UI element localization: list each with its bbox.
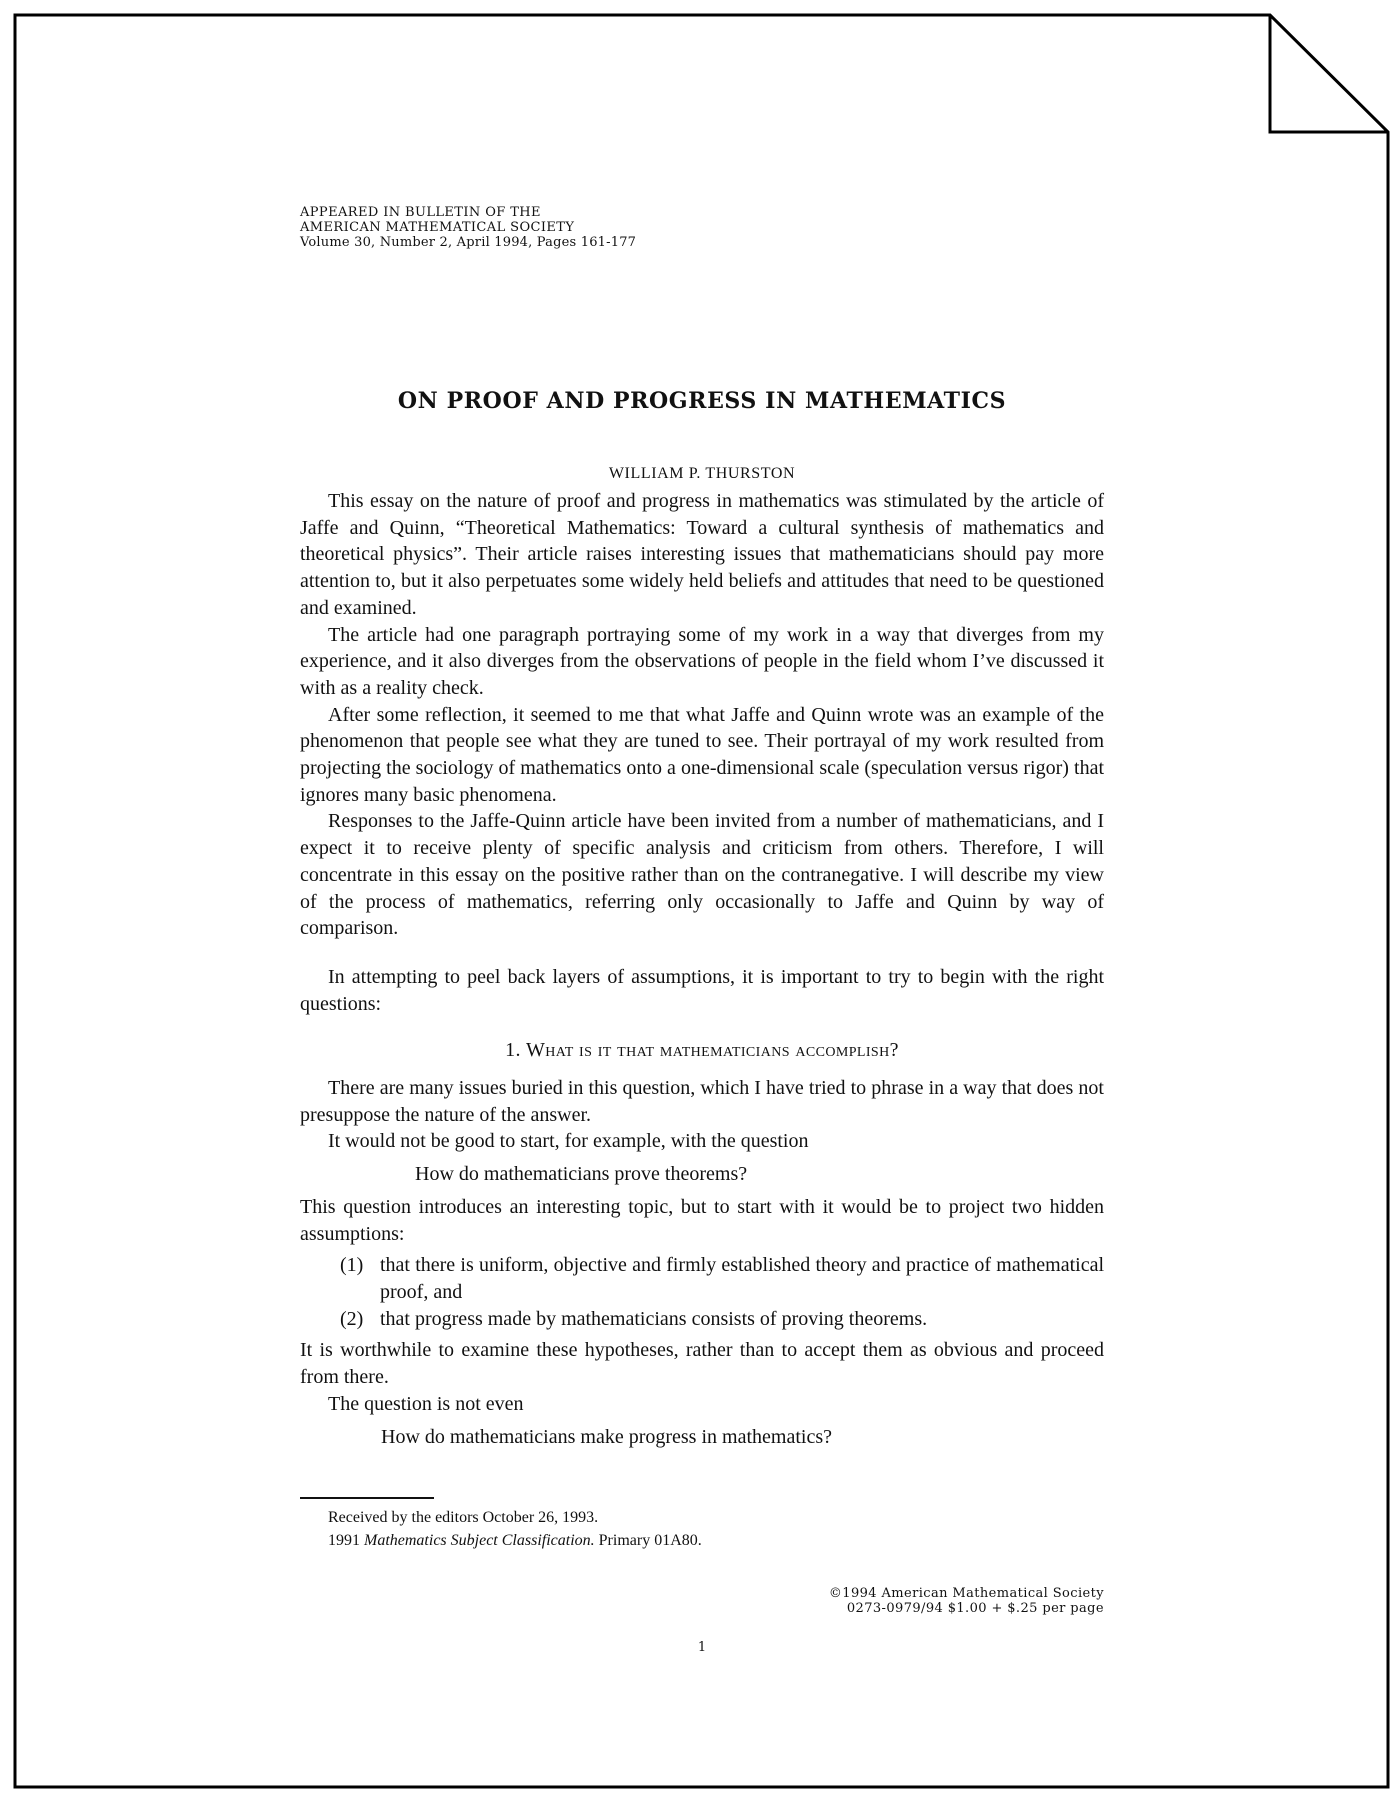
subject-classification-note bbox=[328, 1529, 702, 1552]
journal-header-line-1: APPEARED IN BULLETIN OF THE bbox=[300, 205, 541, 220]
author-name: WILLIAM P. THURSTON bbox=[608, 465, 796, 482]
paragraph: This essay on the nature of proof and progress in mathematics was stimulated by the article of Jaffe and Quinn, “Theoretical Mathematics: Toward a cultural synthesis of mathematics and theoretical physics”. Their article raises interesting issues that mathematicians should pay more attention to, but it also perpetuates some widely held beliefs and attitudes that need to be questioned and examined. bbox=[300, 490, 1104, 619]
list-item-text: that there is uniform, objective and firmly established theory and practice of mathematical proof, and bbox=[380, 1254, 1104, 1303]
page-number: 1 bbox=[697, 1640, 707, 1655]
body-text bbox=[300, 488, 1104, 1456]
section-heading: 1. What is it that mathematicians accomplish? bbox=[505, 1039, 899, 1062]
paper-title: ON PROOF AND PROGRESS IN MATHEMATICS bbox=[397, 388, 1007, 414]
list-item bbox=[300, 1252, 1104, 1305]
paragraph: It is worthwhile to examine these hypotheses, rather than to accept them as obvious and proceed from there. bbox=[300, 1339, 1104, 1389]
display-question: How do mathematicians prove theorems? bbox=[415, 1163, 748, 1186]
paragraph: This question introduces an interesting topic, but to start with it would be to project two hidden assumptions: bbox=[300, 1195, 1104, 1245]
journal-header-line-2: AMERICAN MATHEMATICAL SOCIETY bbox=[300, 220, 575, 235]
paragraph: The question is not even bbox=[328, 1392, 524, 1415]
list-item-text: that progress made by mathematicians consists of proving theorems. bbox=[380, 1307, 928, 1330]
folded-corner bbox=[1270, 15, 1388, 132]
display-question: How do mathematicians make progress in mathematics? bbox=[381, 1425, 832, 1448]
footnote-rule bbox=[300, 1497, 434, 1499]
copyright-notice bbox=[829, 1586, 1104, 1616]
received-date-note: Received by the editors October 26, 1993. bbox=[328, 1509, 599, 1526]
msc-year: 1991 bbox=[328, 1532, 360, 1549]
msc-value: Primary 01A80. bbox=[598, 1532, 702, 1549]
copyright-line-2: 0273-0979/94 $1.00 + $.25 per page bbox=[846, 1601, 1104, 1616]
journal-header bbox=[300, 205, 636, 250]
copyright-line-1: ©1994 American Mathematical Society bbox=[828, 1586, 1104, 1601]
paragraph: In attempting to peel back layers of assumptions, it is important to try to begin with the right questions: bbox=[300, 965, 1104, 1015]
list-item-number: (2) bbox=[340, 1307, 364, 1330]
paragraph: After some reflection, it seemed to me that what Jaffe and Quinn wrote was an example of the phenomenon that people see what they are tuned to see. Their portrayal of my work resulted from projecting the sociology of mathematics onto a one-dimensional scale (speculation versus rigor) that ignores many basic phenomena. bbox=[300, 703, 1104, 806]
list-item bbox=[300, 1306, 1104, 1333]
list-item-number: (1) bbox=[340, 1254, 364, 1277]
assumption-list bbox=[300, 1252, 1104, 1332]
paragraph: It would not be good to start, for example, with the question bbox=[328, 1130, 809, 1153]
msc-label: Mathematics Subject Classification. bbox=[364, 1532, 595, 1549]
footnotes bbox=[328, 1506, 702, 1552]
paragraph: Responses to the Jaffe-Quinn article have been invited from a number of mathematicians, and I expect it to receive plenty of specific analysis and criticism from others. Therefore, I will concentrate in this essay on the positive rather than on the contranegative. I will describe my view of the process of mathematics, referring only occasionally to Jaffe and Quinn by way of comparison. bbox=[300, 810, 1104, 940]
paragraph: The article had one paragraph portraying some of my work in a way that diverges from my experience, and it also diverges from the observations of people in the field whom I’ve discussed it with as a reality check. bbox=[300, 623, 1104, 699]
paragraph: There are many issues buried in this question, which I have tried to phrase in a way that does not presuppose the nature of the answer. bbox=[300, 1077, 1104, 1126]
journal-volume-line: Volume 30, Number 2, April 1994, Pages 161-177 bbox=[300, 235, 637, 250]
